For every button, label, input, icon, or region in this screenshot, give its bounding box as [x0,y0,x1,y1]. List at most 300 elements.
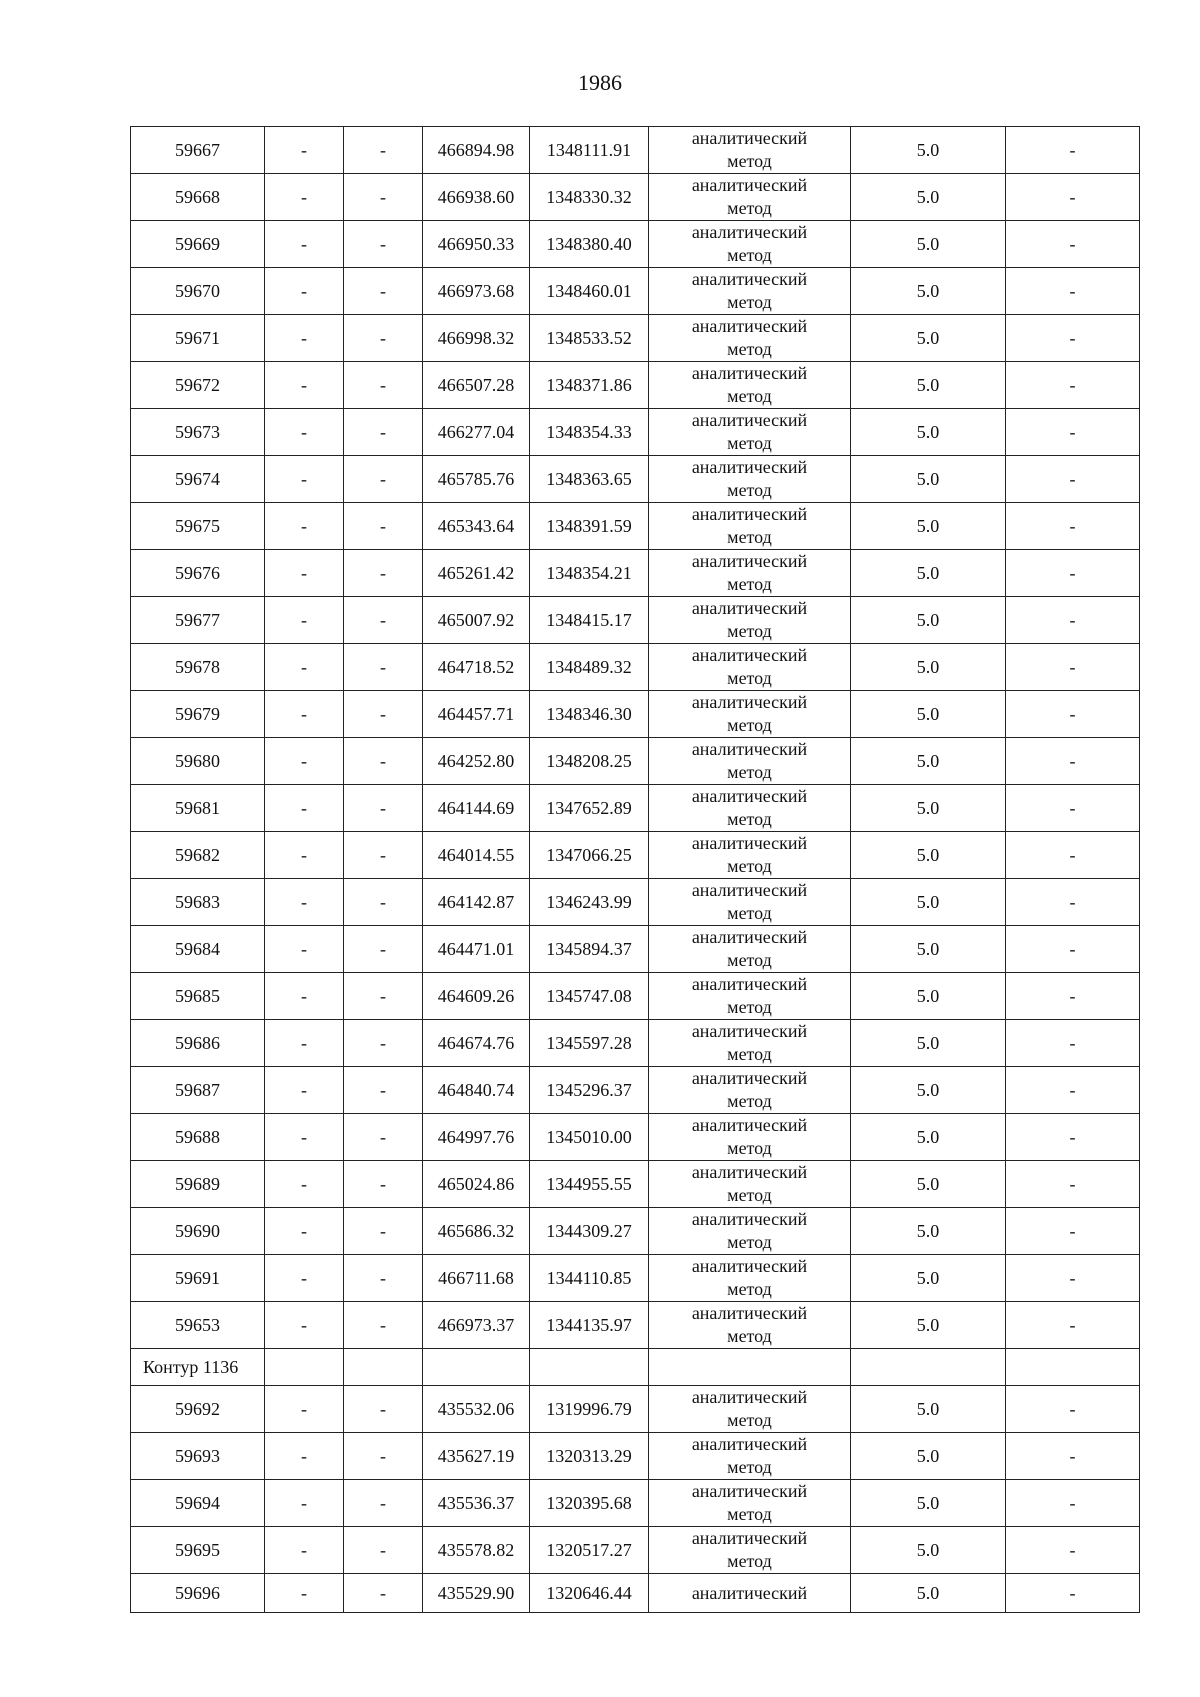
y-coordinate-cell: 1344309.27 [530,1208,649,1255]
method-line-1: аналитический [691,1387,808,1407]
method-line-2: метод [727,668,772,688]
table-row [131,1208,1140,1255]
col2-cell: - [265,691,344,738]
col8-cell: - [1006,1302,1140,1349]
point-number-cell: 59653 [131,1302,265,1349]
x-coordinate-cell: 466507.28 [423,362,530,409]
coordinates-table [130,126,1140,1613]
method-line-2: метод [727,1326,772,1346]
point-number-cell: 59669 [131,221,265,268]
col3-cell: - [344,503,423,550]
method-line-1: аналитический [691,1528,808,1548]
table-row [131,738,1140,785]
method-cell [649,879,851,926]
table-row [131,456,1140,503]
col2-cell: - [265,1020,344,1067]
empty-cell [851,1349,1006,1386]
table-row [131,315,1140,362]
method-cell [649,926,851,973]
table-row [131,1480,1140,1527]
table-row [131,973,1140,1020]
col8-cell: - [1006,1480,1140,1527]
y-coordinate-cell: 1348346.30 [530,691,649,738]
accuracy-cell: 5.0 [851,832,1006,879]
col3-cell: - [344,973,423,1020]
col2-cell: - [265,1161,344,1208]
table-row [131,127,1140,174]
col2-cell: - [265,644,344,691]
method-line-2: метод [727,1044,772,1064]
method-line-2: метод [727,433,772,453]
col3-cell: - [344,362,423,409]
method-cell [649,738,851,785]
page-number: 1986 [578,70,622,95]
x-coordinate-cell: 464252.80 [423,738,530,785]
x-coordinate-cell: 435529.90 [423,1574,530,1613]
empty-cell [423,1349,530,1386]
x-coordinate-cell: 465343.64 [423,503,530,550]
col8-cell: - [1006,1527,1140,1574]
col3-cell: - [344,1067,423,1114]
point-number-cell: 59684 [131,926,265,973]
point-number-cell: 59693 [131,1433,265,1480]
table-row [131,221,1140,268]
col3-cell: - [344,221,423,268]
table-body [131,127,1140,1613]
table-row [131,550,1140,597]
x-coordinate-cell: 466894.98 [423,127,530,174]
method-line-2: метод [727,762,772,782]
col2-cell: - [265,362,344,409]
accuracy-cell: 5.0 [851,1114,1006,1161]
y-coordinate-cell: 1348330.32 [530,174,649,221]
accuracy-cell: 5.0 [851,1302,1006,1349]
y-coordinate-cell: 1348489.32 [530,644,649,691]
method-cell [649,550,851,597]
method-line-2: метод [727,1457,772,1477]
table-row [131,1386,1140,1433]
col8-cell: - [1006,221,1140,268]
accuracy-cell: 5.0 [851,785,1006,832]
col3-cell: - [344,1208,423,1255]
col8-cell: - [1006,174,1140,221]
col8-cell: - [1006,503,1140,550]
x-coordinate-cell: 465024.86 [423,1161,530,1208]
point-number-cell: 59691 [131,1255,265,1302]
method-line-1: аналитический [691,1209,808,1229]
col8-cell: - [1006,127,1140,174]
col8-cell: - [1006,362,1140,409]
col8-cell: - [1006,973,1140,1020]
accuracy-cell: 5.0 [851,174,1006,221]
method-line-1: аналитический [691,1434,808,1454]
y-coordinate-cell: 1348354.21 [530,550,649,597]
y-coordinate-cell: 1348415.17 [530,597,649,644]
method-line-1: аналитический [691,128,808,148]
col2-cell: - [265,503,344,550]
x-coordinate-cell: 466277.04 [423,409,530,456]
col2-cell: - [265,597,344,644]
y-coordinate-cell: 1348363.65 [530,456,649,503]
accuracy-cell: 5.0 [851,597,1006,644]
method-line-1: аналитический [691,1068,808,1088]
y-coordinate-cell: 1320395.68 [530,1480,649,1527]
y-coordinate-cell: 1348533.52 [530,315,649,362]
table-row [131,268,1140,315]
x-coordinate-cell: 465261.42 [423,550,530,597]
table-row [131,409,1140,456]
y-coordinate-cell: 1348391.59 [530,503,649,550]
col2-cell: - [265,1302,344,1349]
x-coordinate-cell: 464471.01 [423,926,530,973]
col3-cell: - [344,1255,423,1302]
method-cell [649,1161,851,1208]
point-number-cell: 59689 [131,1161,265,1208]
method-cell [649,268,851,315]
method-line-2: метод [727,1185,772,1205]
method-cell [649,1386,851,1433]
accuracy-cell: 5.0 [851,268,1006,315]
col2-cell: - [265,1480,344,1527]
method-cell [649,1527,851,1574]
method-cell [649,597,851,644]
col8-cell: - [1006,597,1140,644]
table-row [131,1433,1140,1480]
col8-cell: - [1006,691,1140,738]
x-coordinate-cell: 465007.92 [423,597,530,644]
method-line-1: аналитический [691,175,808,195]
point-number-cell: 59670 [131,268,265,315]
y-coordinate-cell: 1347652.89 [530,785,649,832]
col8-cell: - [1006,926,1140,973]
method-line-1: аналитический [691,598,808,618]
method-cell [649,644,851,691]
y-coordinate-cell: 1348380.40 [530,221,649,268]
method-line-2: метод [727,292,772,312]
col8-cell: - [1006,550,1140,597]
point-number-cell: 59673 [131,409,265,456]
x-coordinate-cell: 464840.74 [423,1067,530,1114]
table-row [131,503,1140,550]
col3-cell: - [344,1527,423,1574]
method-line-1: аналитический [691,1021,808,1041]
method-line-1: аналитический [691,927,808,947]
method-line-2: метод [727,1410,772,1430]
method-cell [649,1208,851,1255]
col2-cell: - [265,1255,344,1302]
point-number-cell: 59695 [131,1527,265,1574]
col2-cell: - [265,127,344,174]
table-row [131,832,1140,879]
method-line-2: метод [727,715,772,735]
point-number-cell: 59692 [131,1386,265,1433]
method-line-2: метод [727,151,772,171]
col2-cell: - [265,879,344,926]
point-number-cell: 59672 [131,362,265,409]
method-line-2: метод [727,1091,772,1111]
point-number-cell: 59679 [131,691,265,738]
col8-cell: - [1006,644,1140,691]
method-line-1: аналитический [691,1115,808,1135]
empty-cell [344,1349,423,1386]
col3-cell: - [344,1020,423,1067]
col3-cell: - [344,1114,423,1161]
method-line-2: метод [727,809,772,829]
col8-cell: - [1006,1067,1140,1114]
accuracy-cell: 5.0 [851,1208,1006,1255]
y-coordinate-cell: 1319996.79 [530,1386,649,1433]
table-row [131,1527,1140,1574]
col2-cell: - [265,1574,344,1613]
col8-cell: - [1006,832,1140,879]
method-cell [649,1302,851,1349]
empty-cell [1006,1349,1140,1386]
method-line-2: метод [727,1551,772,1571]
x-coordinate-cell: 464674.76 [423,1020,530,1067]
table-row [131,879,1140,926]
method-line-1: аналитический [691,1481,808,1501]
col8-cell: - [1006,1433,1140,1480]
col3-cell: - [344,644,423,691]
accuracy-cell: 5.0 [851,738,1006,785]
method-line-1: аналитический [691,551,808,571]
accuracy-cell: 5.0 [851,456,1006,503]
method-line-2: метод [727,903,772,923]
contour-label: Контур 1136 [131,1349,265,1386]
point-number-cell: 59681 [131,785,265,832]
accuracy-cell: 5.0 [851,1386,1006,1433]
empty-cell [265,1349,344,1386]
method-line-2: метод [727,527,772,547]
accuracy-cell: 5.0 [851,1527,1006,1574]
point-number-cell: 59671 [131,315,265,362]
col3-cell: - [344,1433,423,1480]
method-line-1: аналитический [691,1256,808,1276]
method-line-1: аналитический [691,1582,808,1603]
x-coordinate-cell: 466973.37 [423,1302,530,1349]
accuracy-cell: 5.0 [851,1020,1006,1067]
method-line-2: метод [727,1279,772,1299]
y-coordinate-cell: 1344955.55 [530,1161,649,1208]
method-line-2: метод [727,245,772,265]
col2-cell: - [265,268,344,315]
col3-cell: - [344,785,423,832]
point-number-cell: 59677 [131,597,265,644]
method-cell [649,1114,851,1161]
col2-cell: - [265,1114,344,1161]
point-number-cell: 59686 [131,1020,265,1067]
method-line-2: метод [727,574,772,594]
x-coordinate-cell: 464718.52 [423,644,530,691]
method-cell [649,409,851,456]
accuracy-cell: 5.0 [851,973,1006,1020]
method-cell [649,1480,851,1527]
col3-cell: - [344,127,423,174]
x-coordinate-cell: 464144.69 [423,785,530,832]
col2-cell: - [265,973,344,1020]
method-line-2: метод [727,339,772,359]
col3-cell: - [344,550,423,597]
method-cell [649,1020,851,1067]
point-number-cell: 59674 [131,456,265,503]
method-cell [649,174,851,221]
accuracy-cell: 5.0 [851,409,1006,456]
table-row [131,785,1140,832]
method-line-2: метод [727,997,772,1017]
method-line-2: метод [727,950,772,970]
x-coordinate-cell: 435536.37 [423,1480,530,1527]
accuracy-cell: 5.0 [851,127,1006,174]
empty-cell [530,1349,649,1386]
x-coordinate-cell: 464609.26 [423,973,530,1020]
method-cell [649,1255,851,1302]
method-cell [649,221,851,268]
y-coordinate-cell: 1348460.01 [530,268,649,315]
accuracy-cell: 5.0 [851,879,1006,926]
table-row [131,1161,1140,1208]
x-coordinate-cell: 466973.68 [423,268,530,315]
method-cell [649,785,851,832]
point-number-cell: 59690 [131,1208,265,1255]
method-line-2: метод [727,1138,772,1158]
accuracy-cell: 5.0 [851,691,1006,738]
col3-cell: - [344,691,423,738]
col2-cell: - [265,832,344,879]
method-cell [649,503,851,550]
accuracy-cell: 5.0 [851,1574,1006,1613]
empty-cell [649,1349,851,1386]
col8-cell: - [1006,456,1140,503]
accuracy-cell: 5.0 [851,221,1006,268]
x-coordinate-cell: 435578.82 [423,1527,530,1574]
y-coordinate-cell: 1345597.28 [530,1020,649,1067]
x-coordinate-cell: 466950.33 [423,221,530,268]
x-coordinate-cell: 435627.19 [423,1433,530,1480]
table-row [131,644,1140,691]
accuracy-cell: 5.0 [851,503,1006,550]
point-number-cell: 59668 [131,174,265,221]
method-line-1: аналитический [691,504,808,524]
method-line-1: аналитический [691,786,808,806]
point-number-cell: 59680 [131,738,265,785]
x-coordinate-cell: 466998.32 [423,315,530,362]
col2-cell: - [265,221,344,268]
y-coordinate-cell: 1348354.33 [530,409,649,456]
y-coordinate-cell: 1344110.85 [530,1255,649,1302]
col8-cell: - [1006,1114,1140,1161]
method-cell [649,315,851,362]
col8-cell: - [1006,1161,1140,1208]
col8-cell: - [1006,1255,1140,1302]
table-row [131,1302,1140,1349]
point-number-cell: 59687 [131,1067,265,1114]
method-line-1: аналитический [691,974,808,994]
method-cell [649,1433,851,1480]
col3-cell: - [344,315,423,362]
method-line-1: аналитический [691,880,808,900]
method-line-1: аналитический [691,1162,808,1182]
col3-cell: - [344,1302,423,1349]
col2-cell: - [265,1067,344,1114]
col8-cell: - [1006,268,1140,315]
col3-cell: - [344,456,423,503]
point-number-cell: 59696 [131,1574,265,1613]
point-number-cell: 59667 [131,127,265,174]
col2-cell: - [265,315,344,362]
x-coordinate-cell: 465686.32 [423,1208,530,1255]
method-cell [649,456,851,503]
col2-cell: - [265,926,344,973]
method-line-2: метод [727,1232,772,1252]
accuracy-cell: 5.0 [851,315,1006,362]
method-cell [649,832,851,879]
point-number-cell: 59682 [131,832,265,879]
table-row [131,174,1140,221]
x-coordinate-cell: 464457.71 [423,691,530,738]
col3-cell: - [344,1574,423,1613]
method-line-2: метод [727,621,772,641]
accuracy-cell: 5.0 [851,1433,1006,1480]
method-line-2: метод [727,480,772,500]
point-number-cell: 59676 [131,550,265,597]
col2-cell: - [265,550,344,597]
col3-cell: - [344,879,423,926]
col2-cell: - [265,1208,344,1255]
col3-cell: - [344,1161,423,1208]
col2-cell: - [265,456,344,503]
col3-cell: - [344,597,423,644]
accuracy-cell: 5.0 [851,926,1006,973]
method-line-2: метод [727,856,772,876]
col8-cell: - [1006,1386,1140,1433]
method-line-1: аналитический [691,692,808,712]
col3-cell: - [344,1386,423,1433]
accuracy-cell: 5.0 [851,1255,1006,1302]
col3-cell: - [344,1480,423,1527]
y-coordinate-cell: 1345747.08 [530,973,649,1020]
col2-cell: - [265,174,344,221]
y-coordinate-cell: 1347066.25 [530,832,649,879]
method-cell [649,973,851,1020]
col3-cell: - [344,832,423,879]
y-coordinate-cell: 1345296.37 [530,1067,649,1114]
col8-cell: - [1006,315,1140,362]
accuracy-cell: 5.0 [851,644,1006,691]
method-line-1: аналитический [691,269,808,289]
point-number-cell: 59694 [131,1480,265,1527]
x-coordinate-cell: 464142.87 [423,879,530,926]
method-line-1: аналитический [691,222,808,242]
y-coordinate-cell: 1345894.37 [530,926,649,973]
col8-cell: - [1006,1574,1140,1613]
table-row [131,691,1140,738]
x-coordinate-cell: 466938.60 [423,174,530,221]
y-coordinate-cell: 1348111.91 [530,127,649,174]
method-cell [649,1067,851,1114]
col8-cell: - [1006,409,1140,456]
col2-cell: - [265,409,344,456]
table-row [131,926,1140,973]
point-number-cell: 59688 [131,1114,265,1161]
accuracy-cell: 5.0 [851,1067,1006,1114]
method-line-1: аналитический [691,1303,808,1323]
point-number-cell: 59683 [131,879,265,926]
method-cell [649,691,851,738]
x-coordinate-cell: 464997.76 [423,1114,530,1161]
col2-cell: - [265,1433,344,1480]
method-cell [649,1574,851,1613]
method-line-1: аналитический [691,316,808,336]
